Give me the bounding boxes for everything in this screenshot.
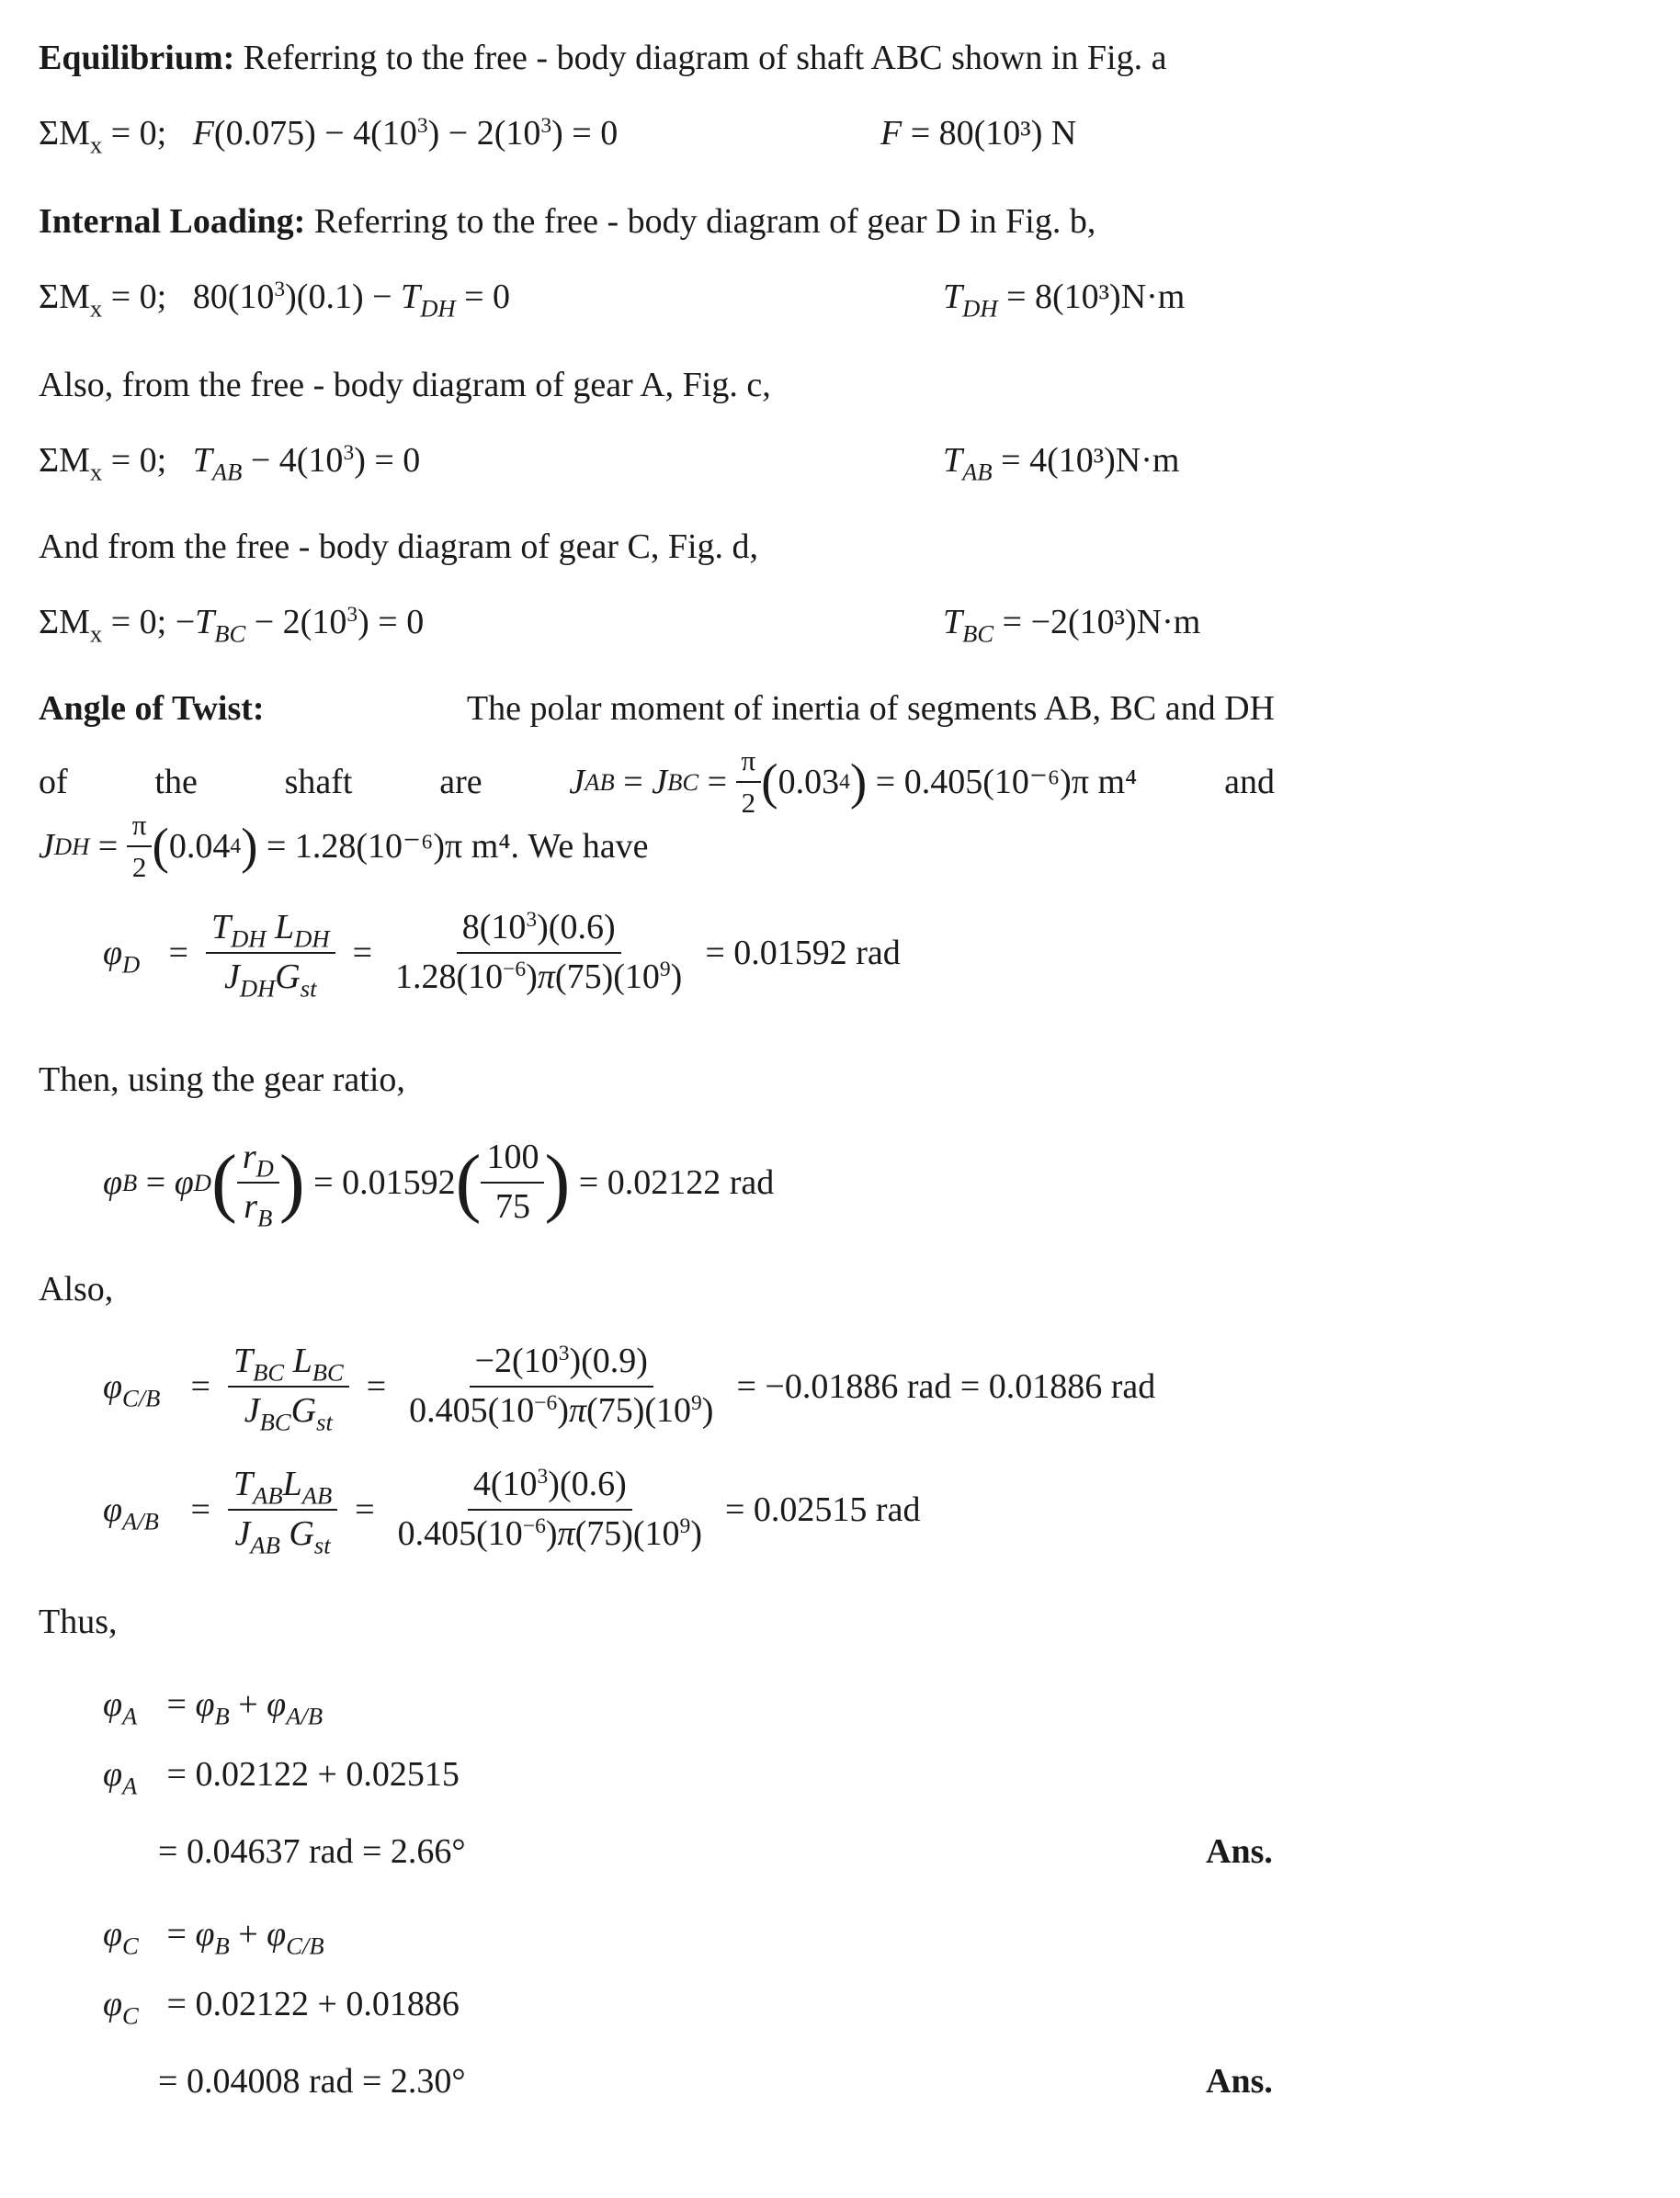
moment-arm-value: 0.075 (225, 114, 305, 153)
result-torque-ab: $T_{AB} = 4(10^3)N\cdot m$ (943, 441, 1180, 486)
equilibrium-heading: Equilibrium: (39, 39, 235, 77)
word-are: are (439, 762, 482, 801)
answer-label-c: Ans. (1206, 2062, 1273, 2101)
equation-gear-a: $\Sigma M_x = 0$; $T_{AB} - 4(10^3) = 0$ (39, 441, 421, 486)
length-bc: 0.9 (592, 1342, 637, 1380)
result-force-f: F = 80(10³) N (880, 114, 1077, 153)
internal-loading-text: Referring to the free - body diagram of gear D in Fig. b, (313, 202, 1096, 241)
ratio-denominator: 75 (494, 1186, 530, 1226)
phi-c-value: 0.04008 rad = 2.30° (186, 2062, 466, 2101)
angle-of-twist-text: The polar moment of inertia of segments AB, BC and DH (466, 689, 1275, 728)
word-shaft: shaft (284, 762, 353, 801)
equation-phi-b: φ B = φ D ( $\frac{r_D}{r_B}$ ) = 0.01592 ( $\frac{100}{75}$ ) = 0.02122 rad (103, 1138, 775, 1231)
polar-moment-dh-value: 1.28(10⁻⁶)π m⁴. (294, 826, 520, 866)
length-ab: 0.6 (571, 1465, 616, 1503)
word-and: and (1224, 762, 1275, 801)
phi-b-value: 0.02122 rad (607, 1162, 775, 1202)
equation-phi-a-result: = 0.04637 rad = 2.66° (158, 1832, 466, 1871)
equilibrium-paragraph (39, 40, 1166, 75)
result-torque-dh: $T_{DH} = 8(10^3)N\cdot m$ (943, 278, 1186, 323)
angle-of-twist-paragraph (39, 691, 1275, 726)
phi-d-value: 0.01592 rad (733, 933, 901, 972)
equation-phi-a-sum: $\varphi_A = \varphi_B + \varphi_{A/B}$ (103, 1685, 324, 1730)
also-text: Also, (39, 1270, 114, 1309)
and-gear-c-text: And from the free - body diagram of gear C, Fig. d, (39, 527, 759, 566)
equation-phi-a-values: $\varphi_A = 0.02122 + 0.02515$ (103, 1755, 460, 1800)
result-torque-bc: $T_{BC} = -2(10^3)N\cdot m$ (943, 603, 1201, 648)
polar-moment-ab-value: 0.405(10⁻⁶)π m⁴ (903, 762, 1138, 801)
equation-phi-c-values: $\varphi_C = 0.02122 + 0.01886$ (103, 1985, 460, 2030)
internal-loading-paragraph (39, 204, 1095, 239)
equation-gear-c: $\Sigma M_x = 0$; $-T_{BC} - 2(10^3) = 0$ (39, 603, 425, 648)
phi-a-b-value: 0.02515 rad (753, 1490, 921, 1529)
word-of: of (39, 762, 68, 801)
equation-phi-c-sum: $\varphi_C = \varphi_B + \varphi_{C/B}$ (103, 1915, 324, 1960)
internal-loading-heading: Internal Loading: (39, 202, 306, 241)
equation-phi-d: $\varphi_D$ = $\frac{T_{DH} L_{DH}}{J_{DH}G_{st}}$ = $\frac{8(10^3)(0.6)}{1.28(10^{-6})\pi(75)(10^9)}$ = 0.01592 rad (103, 908, 901, 1002)
thus-text: Thus, (39, 1603, 118, 1641)
equation-phi-c-b: $\varphi_{C/B}$ = $\frac{T_{BC} L_{BC}}{J_{BC}G_{st}}$ = $\frac{-2(10^3)(0.9)}{0.405(10^{-6})\pi(75)(10^9)}$ = −0.01886 rad = 0.01886 rad (103, 1342, 1156, 1435)
phi-c-b-value: −0.01886 rad = 0.01886 rad (765, 1366, 1156, 1406)
torque-bc-value: −2(10³)N·m (1030, 603, 1201, 641)
gear-d-arm: 0.1 (308, 278, 352, 316)
phi-a-value: 0.04637 rad = 2.66° (186, 1832, 466, 1871)
equation-gear-d: $\Sigma M_x = 0$; $80(10^3)(0.1) - T_{DH} = 0$ (39, 278, 511, 323)
equation-phi-a-b: $\varphi_{A/B}$ = $\frac{T_{AB}L_{AB}}{J_{AB} G_{st}}$ = $\frac{4(10^3)(0.6)}{0.405(10^{-6})\pi(75)(10^9)}$ = 0.02515 rad (103, 1465, 921, 1558)
polar-moment-dh-line: J DH = $\frac{\pi}{2}$ ( 0.04 4 ) = 1.28(10⁻⁶)π m⁴. We have (39, 809, 649, 883)
we-have-text: We have (528, 826, 649, 866)
polar-moment-ab-bc: J AB = J BC = $\frac{\pi}{2}$ ( 0.03 4 ) = 0.405(10⁻⁶)π m⁴ (569, 744, 1138, 819)
also-gear-a-text: Also, from the free - body diagram of gear A, Fig. c, (39, 366, 771, 404)
word-the: the (154, 762, 198, 801)
torque-dh-value: 8(10³)N·m (1035, 278, 1186, 316)
equation-phi-c-result: = 0.04008 rad = 2.30° (158, 2062, 466, 2101)
gear-ratio-text: Then, using the gear ratio, (39, 1060, 405, 1099)
radius-dh: 0.04 (168, 826, 231, 866)
torque-ab-value: 4(10³)N·m (1029, 441, 1180, 480)
equation-sum-moments-shaft: $\Sigma M_x = 0$; $F(0.075) - 4(10^3) - 2(10^3) = 0$ (39, 114, 619, 159)
ratio-numerator: 100 (481, 1138, 544, 1184)
equilibrium-text: Referring to the free - body diagram of shaft ABC shown in Fig. a (243, 39, 1167, 77)
radius-ab: 0.03 (778, 762, 840, 801)
phi-a-sum-values: 0.02122 + 0.02515 (195, 1755, 460, 1794)
answer-label-a: Ans. (1206, 1832, 1273, 1871)
angle-of-twist-heading: Angle of Twist: (39, 689, 265, 728)
phi-c-sum-values: 0.02122 + 0.01886 (195, 1985, 460, 2023)
force-value: 80(10³) N (938, 114, 1077, 153)
